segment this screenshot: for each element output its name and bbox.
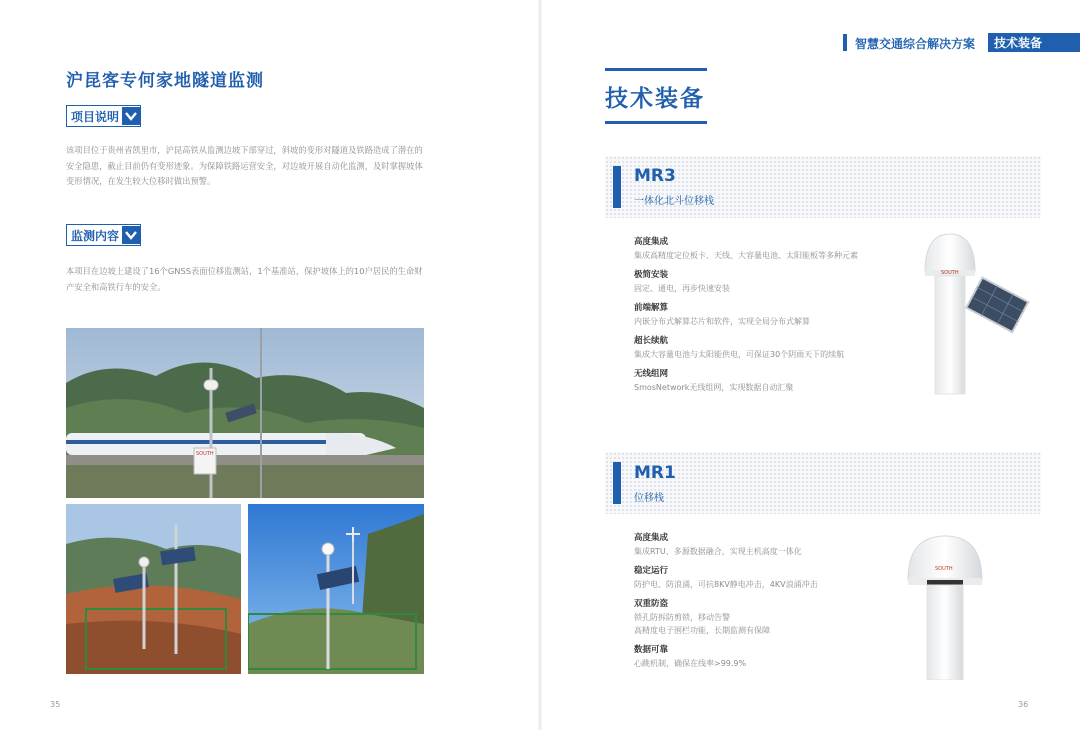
section-title: 技术装备 <box>605 86 705 112</box>
header-accent-bar <box>843 34 847 51</box>
feature-desc: 集成RTU、多源数据融合，实现主机高度一体化 <box>634 547 802 556</box>
product-band-accent <box>613 166 621 208</box>
device-brand: SOUTH <box>935 566 953 572</box>
project-title: 沪昆客专何家地隧道监测 <box>66 71 264 91</box>
feature-title: 极简安装 <box>634 270 669 280</box>
feature-desc: 心跳机制，确保在线率>99.9% <box>634 659 747 668</box>
feature-desc: 集成高精度定位板卡、天线、大容量电池、太阳能板等多种元素 <box>634 251 858 260</box>
feature-title: 超长续航 <box>634 336 669 346</box>
mr1-device-image <box>905 532 985 680</box>
section-tag-monitoring-content <box>66 224 141 246</box>
feature-title: 前端解算 <box>634 303 669 313</box>
header-solution-title: 智慧交通综合解决方案 <box>855 37 976 51</box>
feature-title: 高度集成 <box>634 237 669 247</box>
product-subtitle-mr3: 一体化北斗位移栈 <box>634 196 714 207</box>
product-band-mr1 <box>605 452 1041 514</box>
product-model-mr1: MR1 <box>634 463 676 483</box>
page-number-left: 35 <box>50 700 61 709</box>
title-rule-top <box>605 68 707 71</box>
feature-desc: 内嵌分布式解算芯片和软件，实现全局分布式解算 <box>634 317 810 326</box>
feature-title: 稳定运行 <box>634 566 669 576</box>
feature-desc: 防护电、防浪涌，可抗8KV静电冲击，4KV浪涌冲击 <box>634 580 818 589</box>
page-number-right: 36 <box>1018 700 1029 709</box>
section-tag-label: 监测内容 <box>71 228 120 243</box>
feature-item <box>634 644 904 670</box>
feature-title: 双重防盗 <box>634 599 669 609</box>
feature-item <box>634 335 904 361</box>
feature-item <box>634 368 904 394</box>
title-rule-bottom <box>605 121 707 124</box>
feature-list-mr1 <box>634 532 904 677</box>
product-band-accent <box>613 462 621 504</box>
product-subtitle-mr1: 位移栈 <box>634 493 664 504</box>
feature-item <box>634 236 904 262</box>
monitoring-content-text: 本项目在边坡上建设了16个GNSS表面位移监测站，1个基准站，保护坡体上的10户居民的生命财产安全和高铁行车的安全。 <box>66 266 423 292</box>
feature-item <box>634 302 904 328</box>
feature-desc: SmosNetwork无线组网，实现数据自动汇聚 <box>634 383 794 392</box>
product-model-mr3: MR3 <box>634 166 676 186</box>
feature-title: 数据可靠 <box>634 645 669 655</box>
feature-title: 无线组网 <box>634 369 669 379</box>
header-section-badge: 技术装备 <box>988 33 1080 52</box>
feature-list-mr3 <box>634 236 904 401</box>
chevron-down-icon <box>122 226 140 244</box>
feature-desc: 固定、通电，再步快速安装 <box>634 284 730 293</box>
mr3-device-image <box>915 232 1030 397</box>
section-tag-project-description <box>66 105 141 127</box>
feature-item <box>634 269 904 295</box>
feature-item <box>634 598 904 637</box>
slope-station-photo-1 <box>66 504 241 674</box>
feature-desc: 集成大容量电池与太阳能供电，可保证30个阴雨天下的续航 <box>634 350 845 359</box>
brand-label: SOUTH <box>196 451 214 457</box>
project-description-text: 该项目位于贵州省凯里市，沪昆高铁从监测边坡下部穿过，斜坡的变形对隧道及铁路造成了潜在的安全隐患，截止目前仍有变形迹象。为保障铁路运营安全，对边坡开展自动化监测，及时掌握坡体变形情况，在发生较大位移时做出预警。 <box>66 145 423 186</box>
feature-title: 高度集成 <box>634 533 669 543</box>
slope-station-photo-2 <box>248 504 424 674</box>
device-brand: SOUTH <box>941 270 959 276</box>
chevron-down-icon <box>122 107 140 125</box>
feature-desc: 锁孔防拆防剪锁，移动告警 高精度电子围栏功能，长期监测有保障 <box>634 613 770 635</box>
railway-monitoring-photo <box>66 328 424 498</box>
feature-item <box>634 532 904 558</box>
feature-item <box>634 565 904 591</box>
section-tag-label: 项目说明 <box>71 109 120 124</box>
